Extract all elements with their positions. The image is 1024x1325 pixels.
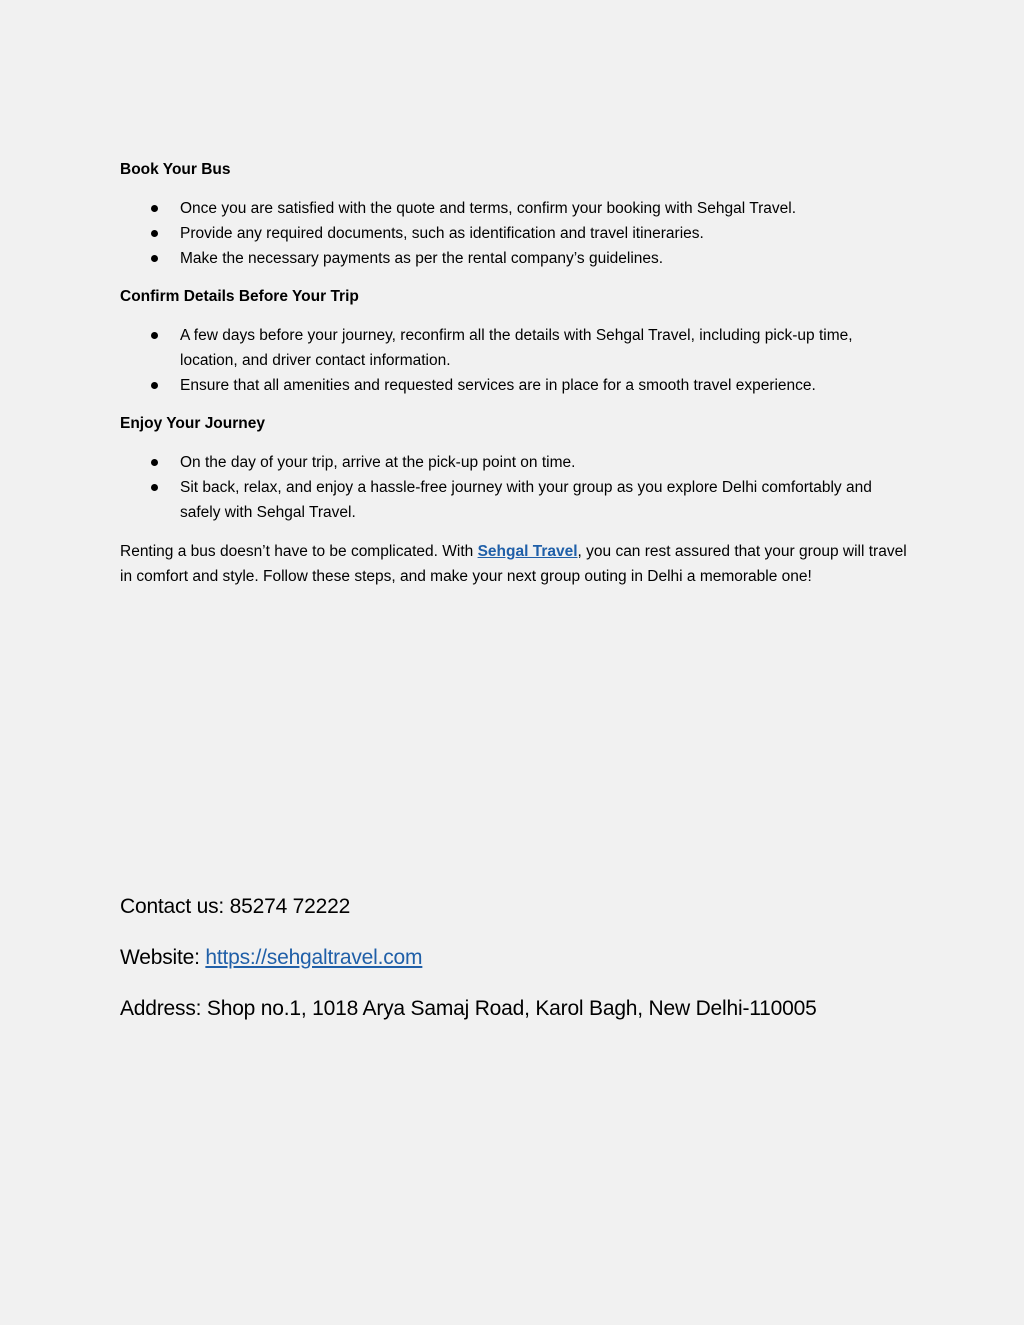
closing-text-before: Renting a bus doesn’t have to be complicated. With <box>120 543 478 560</box>
section-heading-enjoy-your-journey: Enjoy Your Journey <box>120 415 265 432</box>
document-body <box>120 158 910 589</box>
list-item <box>120 196 910 221</box>
section-heading-book-your-bus: Book Your Bus <box>120 161 231 178</box>
list-item-text: Once you are satisfied with the quote and terms, confirm your booking with Sehgal Travel. <box>180 200 797 217</box>
website-link[interactable]: https://sehgaltravel.com <box>205 946 423 969</box>
bullet-list-confirm-details <box>120 323 910 398</box>
contact-phone-line <box>120 892 920 922</box>
list-item-text: Ensure that all amenities and requested services are in place for a smooth travel experience. <box>180 377 816 394</box>
list-item <box>120 323 910 373</box>
bullet-icon <box>151 332 158 339</box>
list-item-text: Provide any required documents, such as identification and travel itineraries. <box>180 225 704 242</box>
list-item-text: On the day of your trip, arrive at the pick-up point on time. <box>180 454 576 471</box>
contact-block <box>120 892 920 1045</box>
bullet-icon <box>151 484 158 491</box>
contact-address-label: Address: <box>120 997 207 1020</box>
list-item-text: Sit back, relax, and enjoy a hassle-free journey with your group as you explore Delhi comfortably and safely with Sehgal Travel. <box>180 479 872 521</box>
list-item <box>120 450 910 475</box>
contact-website-label: Website: <box>120 946 206 969</box>
bullet-list-book-your-bus <box>120 196 910 271</box>
list-item <box>120 373 910 398</box>
contact-address-text: Shop no.1, 1018 Arya Samaj Road, Karol Bagh, New Delhi-110005 <box>206 997 817 1020</box>
closing-paragraph <box>120 539 910 589</box>
list-item-text: Make the necessary payments as per the rental company’s guidelines. <box>180 250 664 267</box>
bullet-icon <box>151 205 158 212</box>
list-item <box>120 246 910 271</box>
list-item <box>120 221 910 246</box>
section-heading-confirm-details: Confirm Details Before Your Trip <box>120 288 359 305</box>
bullet-icon <box>151 255 158 262</box>
sehgal-travel-link[interactable]: Sehgal Travel <box>477 543 578 560</box>
list-item-text: A few days before your journey, reconfirm all the details with Sehgal Travel, including pick-up time, location, and driver contact information. <box>180 327 853 369</box>
bullet-icon <box>151 382 158 389</box>
contact-phone-label: Contact us: <box>120 895 230 918</box>
closing-text-after: , you can rest assured that your group will travel in comfort and style. Follow these steps, and make your next group outing in Delhi a memorable one! <box>120 543 907 585</box>
contact-phone-number: 85274 72222 <box>229 895 351 918</box>
bullet-list-enjoy-your-journey <box>120 450 910 525</box>
bullet-icon <box>151 230 158 237</box>
contact-address-line <box>120 994 920 1024</box>
bullet-icon <box>151 459 158 466</box>
list-item <box>120 475 910 525</box>
contact-website-line <box>120 943 920 973</box>
